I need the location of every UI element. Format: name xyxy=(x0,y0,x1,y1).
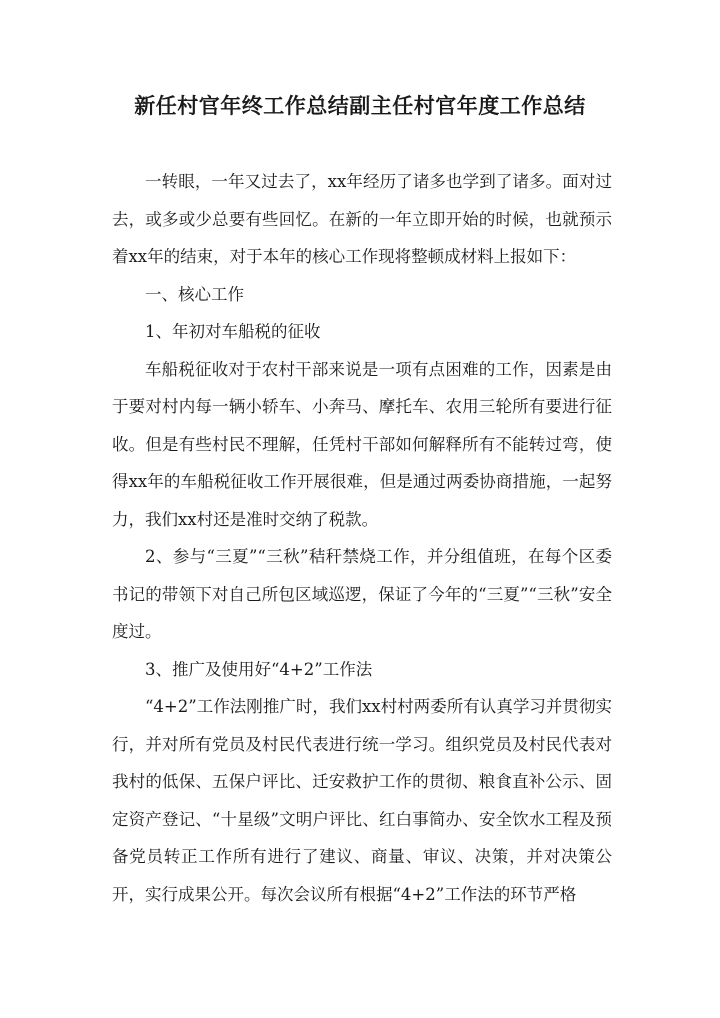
paragraph-intro: 一转眼，一年又过去了，xx年经历了诸多也学到了诸多。面对过去，或多或少总要有些回忆。在新的一年立即开始的时候，也就预示着xx年的结束，对于本年的核心工作现将整顿成材料上报如下： xyxy=(112,172,612,266)
paragraph-straw-burning: 2、参与“三夏”“三秋”秸秆禁烧工作，并分组值班，在每个区委书记的带领下对自己所包区域巡逻，保证了今年的“三夏”“三秋”安全度过。 xyxy=(112,547,612,641)
section-heading-core-work: 一、核心工作 xyxy=(145,284,244,304)
item-heading-vehicle-tax: 1、年初对车船税的征收 xyxy=(145,322,321,341)
item-heading-4-2-method: 3、推广及使用好“4+2”工作法 xyxy=(145,659,373,679)
paragraph-vehicle-tax: 车船税征收对于农村干部来说是一项有点困难的工作，因素是由于要对村内每一辆小轿车、小奔马、摩托车、农用三轮所有要进行征收。但是有些村民不理解，任凭村干部如何解释所有不能转过弯，使得xx年的车船税征收工作开展很难，但是通过两委协商措施，一起努力，我们xx村还是准时交纳了税款。 xyxy=(112,359,612,529)
paragraph-4-2-method: “4+2”工作法刚推广时，我们xx村村两委所有认真学习并贯彻实行，并对所有党员及村民代表进行统一学习。组织党员及村民代表对我村的低保、五保户评比、迁安救护工作的贯彻、粮食直补公示、固定资产登记、“十星级”文明户评比、红白事简办、安全饮水工程及预备党员转正工作所有进行了建议、商量、审议、决策，并对决策公开，实行成果公开。每次会议所有根据“4+2”工作法的环节严格 xyxy=(112,697,612,904)
document-title: 新任村官年终工作总结副主任村官年度工作总结 xyxy=(134,93,586,118)
document-body xyxy=(112,163,612,913)
